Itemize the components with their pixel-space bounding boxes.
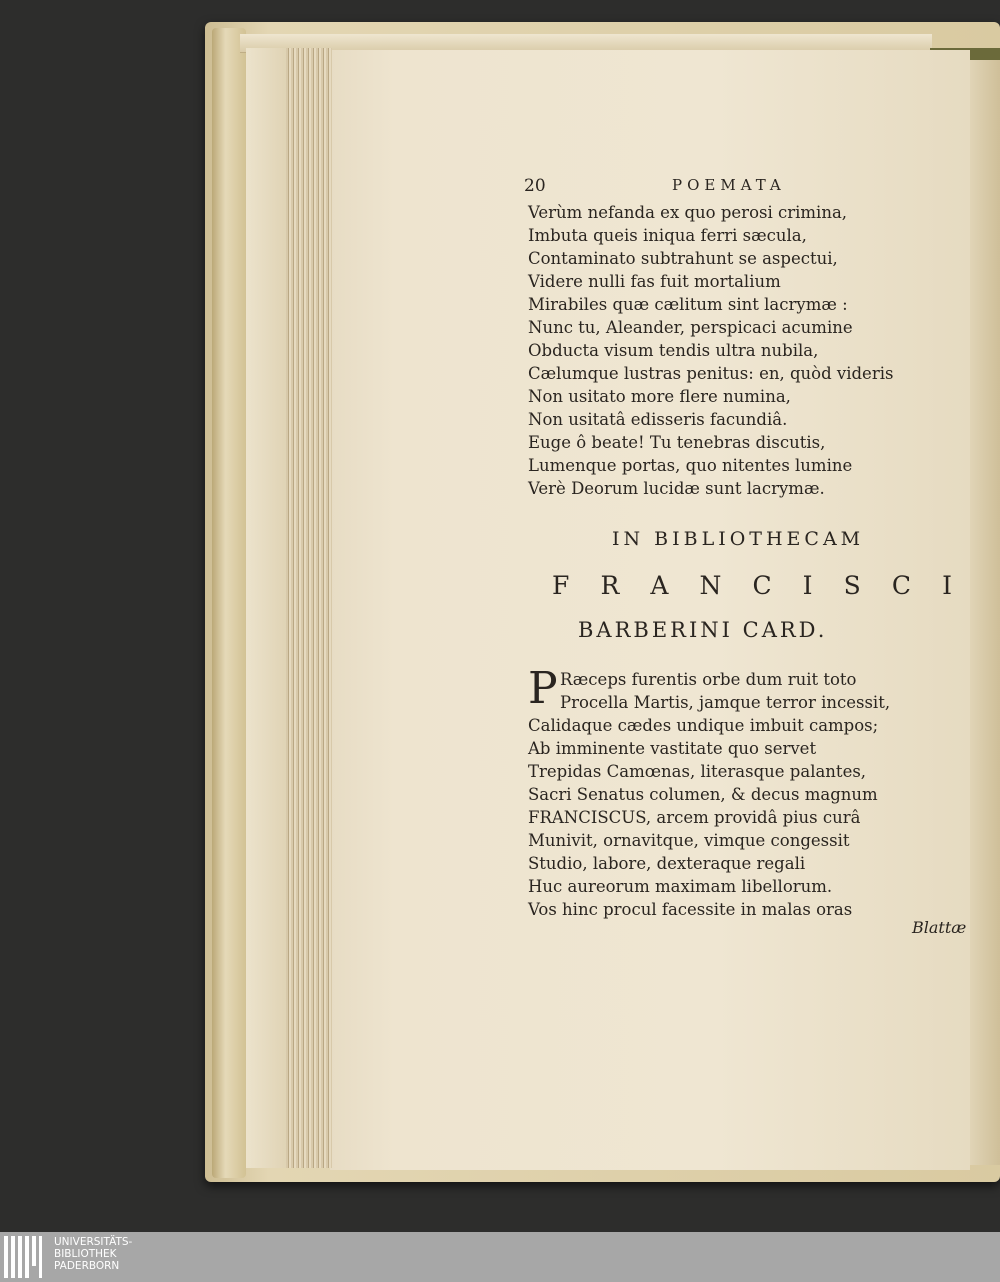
book-spine-fold <box>212 28 246 1178</box>
heading-line-3: BARBERINI CARD. <box>578 618 828 642</box>
poem-line: Huc aureorum maximam libellorum. <box>528 877 833 896</box>
poem-line: Procella Martis, jamque terror incessit, <box>560 693 891 712</box>
heading-letter: I <box>942 571 952 600</box>
heading-line-2 <box>552 571 952 600</box>
poem-line: Ræceps furentis orbe dum ruit toto <box>560 670 857 689</box>
poem-line: Non usitato more flere numina, <box>528 387 791 406</box>
drop-cap: P <box>528 663 558 714</box>
poem-line: Contaminato subtrahunt se aspectui, <box>528 249 838 268</box>
poem-line: Non usitatâ edisseris facundiâ. <box>528 410 788 429</box>
logo-line-3: PADERBORN <box>54 1260 120 1272</box>
heading-letter: N <box>699 571 722 600</box>
poem-line: Studio, labore, dexteraque regali <box>528 854 806 873</box>
poem-line: Imbuta queis iniqua ferri sæcula, <box>528 226 807 245</box>
poem-line: Verè Deorum lucidæ sunt lacrymæ. <box>528 479 825 498</box>
library-logo-text <box>54 1236 132 1272</box>
heading-letter: A <box>650 571 669 600</box>
library-bars-icon <box>4 1236 46 1278</box>
poem-line: Mirabiles quæ cælitum sint lacrymæ : <box>528 295 848 314</box>
heading-letter: S <box>843 571 861 600</box>
logo-line-2: BIBLIOTHEK <box>54 1248 117 1260</box>
catchword: Blattæ <box>912 918 967 937</box>
running-head: POEMATA <box>672 176 786 194</box>
poem-line: Ab imminente vastitate quo servet <box>528 739 817 758</box>
poem-line: Videre nulli fas fuit mortalium <box>528 272 781 291</box>
poem-line: Calidaque cædes undique imbuit campos; <box>528 716 879 735</box>
poem-line: Vos hinc procul facessite in malas oras <box>528 900 853 919</box>
poem-line: Obducta visum tendis ultra nubila, <box>528 341 819 360</box>
poem-line: Lumenque portas, quo nitentes lumine <box>528 456 853 475</box>
poem-line: Trepidas Camœnas, literasque palantes, <box>528 762 867 781</box>
poem-line: Verùm nefanda ex quo perosi crimina, <box>528 203 848 222</box>
poem-line: Munivit, ornavitque, vimque congessit <box>528 831 850 850</box>
page-stack-edge <box>286 48 332 1168</box>
page-number: 20 <box>524 176 546 196</box>
poem-line: Sacri Senatus columen, & decus magnum <box>528 785 878 804</box>
poem-line: Cælumque lustras penitus: en, quòd videris <box>528 364 894 383</box>
heading-letter: R <box>600 571 620 600</box>
heading-letter: I <box>802 571 813 600</box>
page-stack-edge-left <box>246 48 286 1168</box>
poem-line: FRANCISCUS, arcem providâ pius curâ <box>528 808 861 827</box>
heading-line-1: IN BIBLIOTHECAM <box>612 528 865 550</box>
poem-line: Euge ô beate! Tu tenebras discutis, <box>528 433 826 452</box>
library-footer <box>0 1232 1000 1282</box>
logo-line-1: UNIVERSITÄTS- <box>54 1236 133 1248</box>
heading-letter: C <box>752 571 772 600</box>
heading-letter: F <box>552 571 570 600</box>
heading-letter: C <box>891 571 911 600</box>
poem-line: Nunc tu, Aleander, perspicaci acumine <box>528 318 853 337</box>
